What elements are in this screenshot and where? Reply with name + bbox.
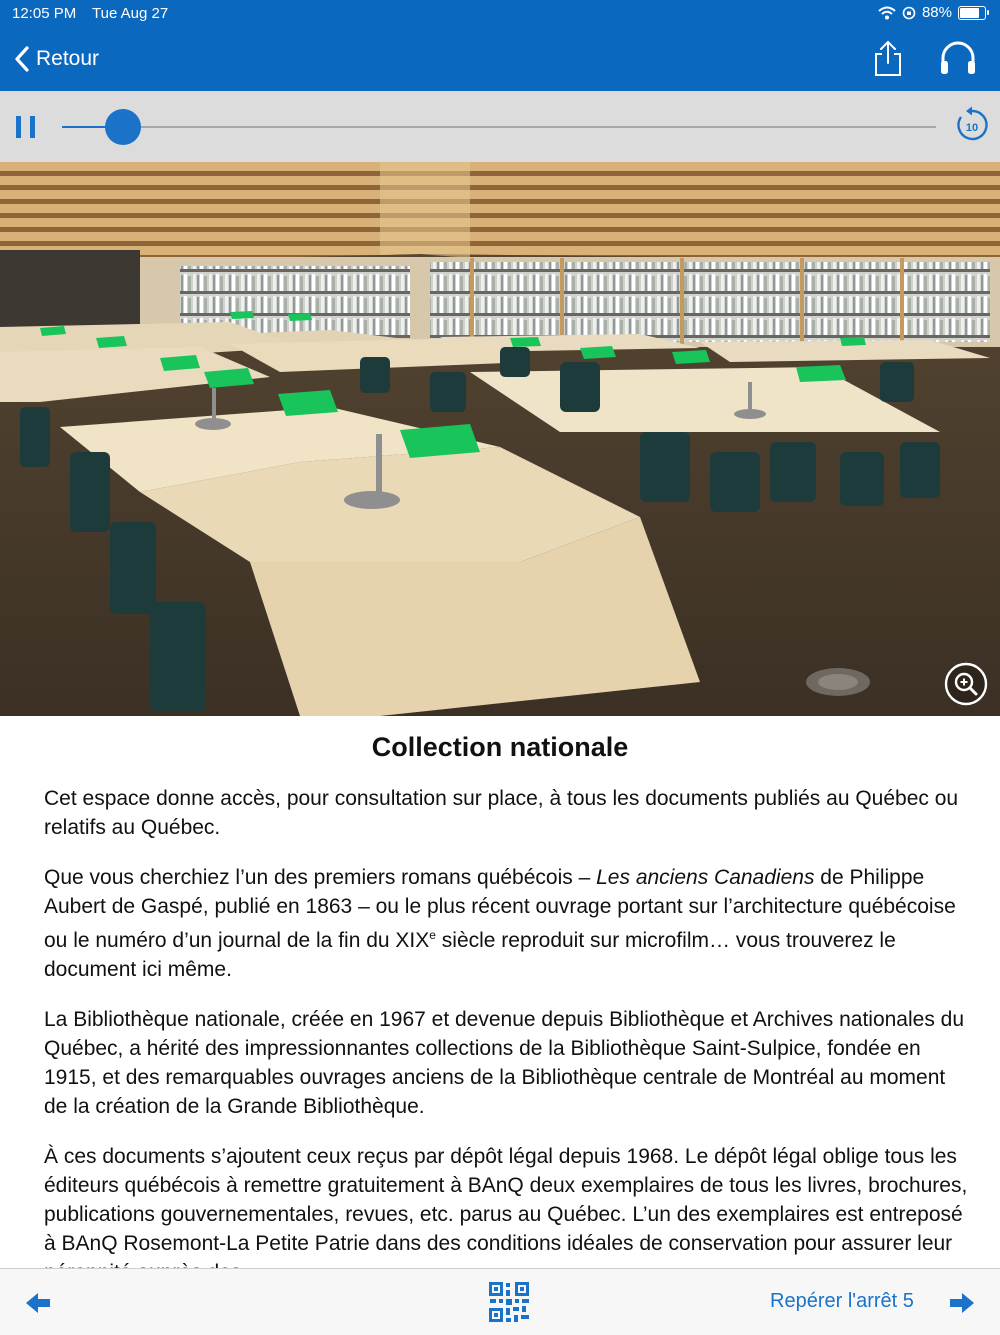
arrow-right-icon bbox=[948, 1289, 976, 1317]
progress-track[interactable] bbox=[62, 126, 936, 128]
progress-thumb[interactable] bbox=[105, 109, 141, 145]
back-label: Retour bbox=[36, 47, 100, 70]
zoom-in-icon bbox=[944, 662, 988, 706]
navigation-bar bbox=[0, 0, 1000, 91]
replay-10-icon bbox=[952, 105, 992, 145]
back-button[interactable] bbox=[14, 40, 99, 78]
qr-code-icon bbox=[488, 1281, 530, 1323]
bottom-toolbar bbox=[0, 1268, 1000, 1335]
century-superscript: e bbox=[429, 928, 436, 942]
paragraph-4: À ces documents s’ajoutent ceux reçus par dépôt légal depuis 1968. Le dépôt légal oblige tous les éditeurs québécois à remettre gratuitement à BAnQ deux exemplaires de tous les livres, brochures, publications gouvernementales, revues, etc. parus au Québec. L’un des exemplaires est entreposé à BAnQ Rosemont-La Petite Patrie dans des conditions idéales de conservation pour assurer leur bbox=[44, 1145, 968, 1255]
headphones-icon bbox=[936, 38, 980, 78]
previous-stop-button[interactable] bbox=[24, 1289, 52, 1317]
wifi-icon bbox=[878, 6, 896, 20]
article-title: Collection nationale bbox=[371, 732, 629, 762]
replay-10-button[interactable] bbox=[952, 105, 992, 145]
paragraph-3: La Bibliothèque nationale, créée en 1967 et devenue depuis Bibliothèque et Archives nationales du Québec, a hérité des impressionnantes collections de la Bibliothèque Saint-Sulpice, fondée en 1915, et des remarquables ouvrages anciens de la Bibliothèque centrale de Montréal au moment de la création de la Grande Bibliothèque. bbox=[44, 1008, 965, 1118]
reading-room-illustration bbox=[0, 162, 1000, 716]
paragraph-2-start: Que vous cherchiez l’un des premiers romans québécois – bbox=[44, 866, 597, 889]
orientation-lock-icon bbox=[902, 6, 916, 20]
next-stop-button[interactable] bbox=[948, 1289, 976, 1317]
chevron-left-icon bbox=[14, 45, 30, 73]
book-title: Les anciens Canadiens bbox=[596, 866, 815, 889]
pause-bar-right bbox=[30, 116, 35, 138]
paragraph-1: Cet espace donne accès, pour consultation sur place, à tous les documents publiés au Québec ou relatifs au Québec. bbox=[44, 787, 959, 839]
battery-icon bbox=[958, 6, 986, 20]
status-time: 12:05 PM bbox=[12, 5, 77, 22]
battery-percent: 88% bbox=[921, 4, 952, 21]
arrow-left-icon bbox=[24, 1289, 52, 1317]
locate-stop-link[interactable]: Repérer l'arrêt 5 bbox=[770, 1290, 914, 1312]
status-bar bbox=[0, 0, 1000, 28]
status-right bbox=[878, 4, 986, 21]
battery-fill bbox=[960, 8, 979, 18]
status-date: Tue Aug 27 bbox=[92, 5, 169, 22]
qr-scan-button[interactable] bbox=[488, 1281, 530, 1323]
pause-bar-left bbox=[16, 116, 21, 138]
paragraph-2-middle: de Philippe Aubert de Gaspé, publié en 1863 – ou le plus récent ouvrage portant sur l’architecture québécoise ou le numéro d’un journal de la fin du XIX bbox=[44, 866, 956, 952]
share-icon bbox=[868, 38, 908, 78]
audio-guide-button[interactable] bbox=[936, 38, 980, 78]
paragraph-2-end: siècle reproduit sur microfilm… vous trouverez le document ici même. bbox=[44, 929, 896, 981]
pause-button[interactable] bbox=[12, 113, 40, 141]
paragraph-2 bbox=[44, 863, 974, 984]
replay-seconds: 10 bbox=[965, 122, 979, 134]
share-button[interactable] bbox=[868, 38, 908, 78]
article-body bbox=[44, 784, 974, 1268]
reading-room-photo bbox=[0, 162, 1000, 716]
zoom-button[interactable] bbox=[944, 662, 988, 706]
audio-player bbox=[0, 91, 1000, 162]
